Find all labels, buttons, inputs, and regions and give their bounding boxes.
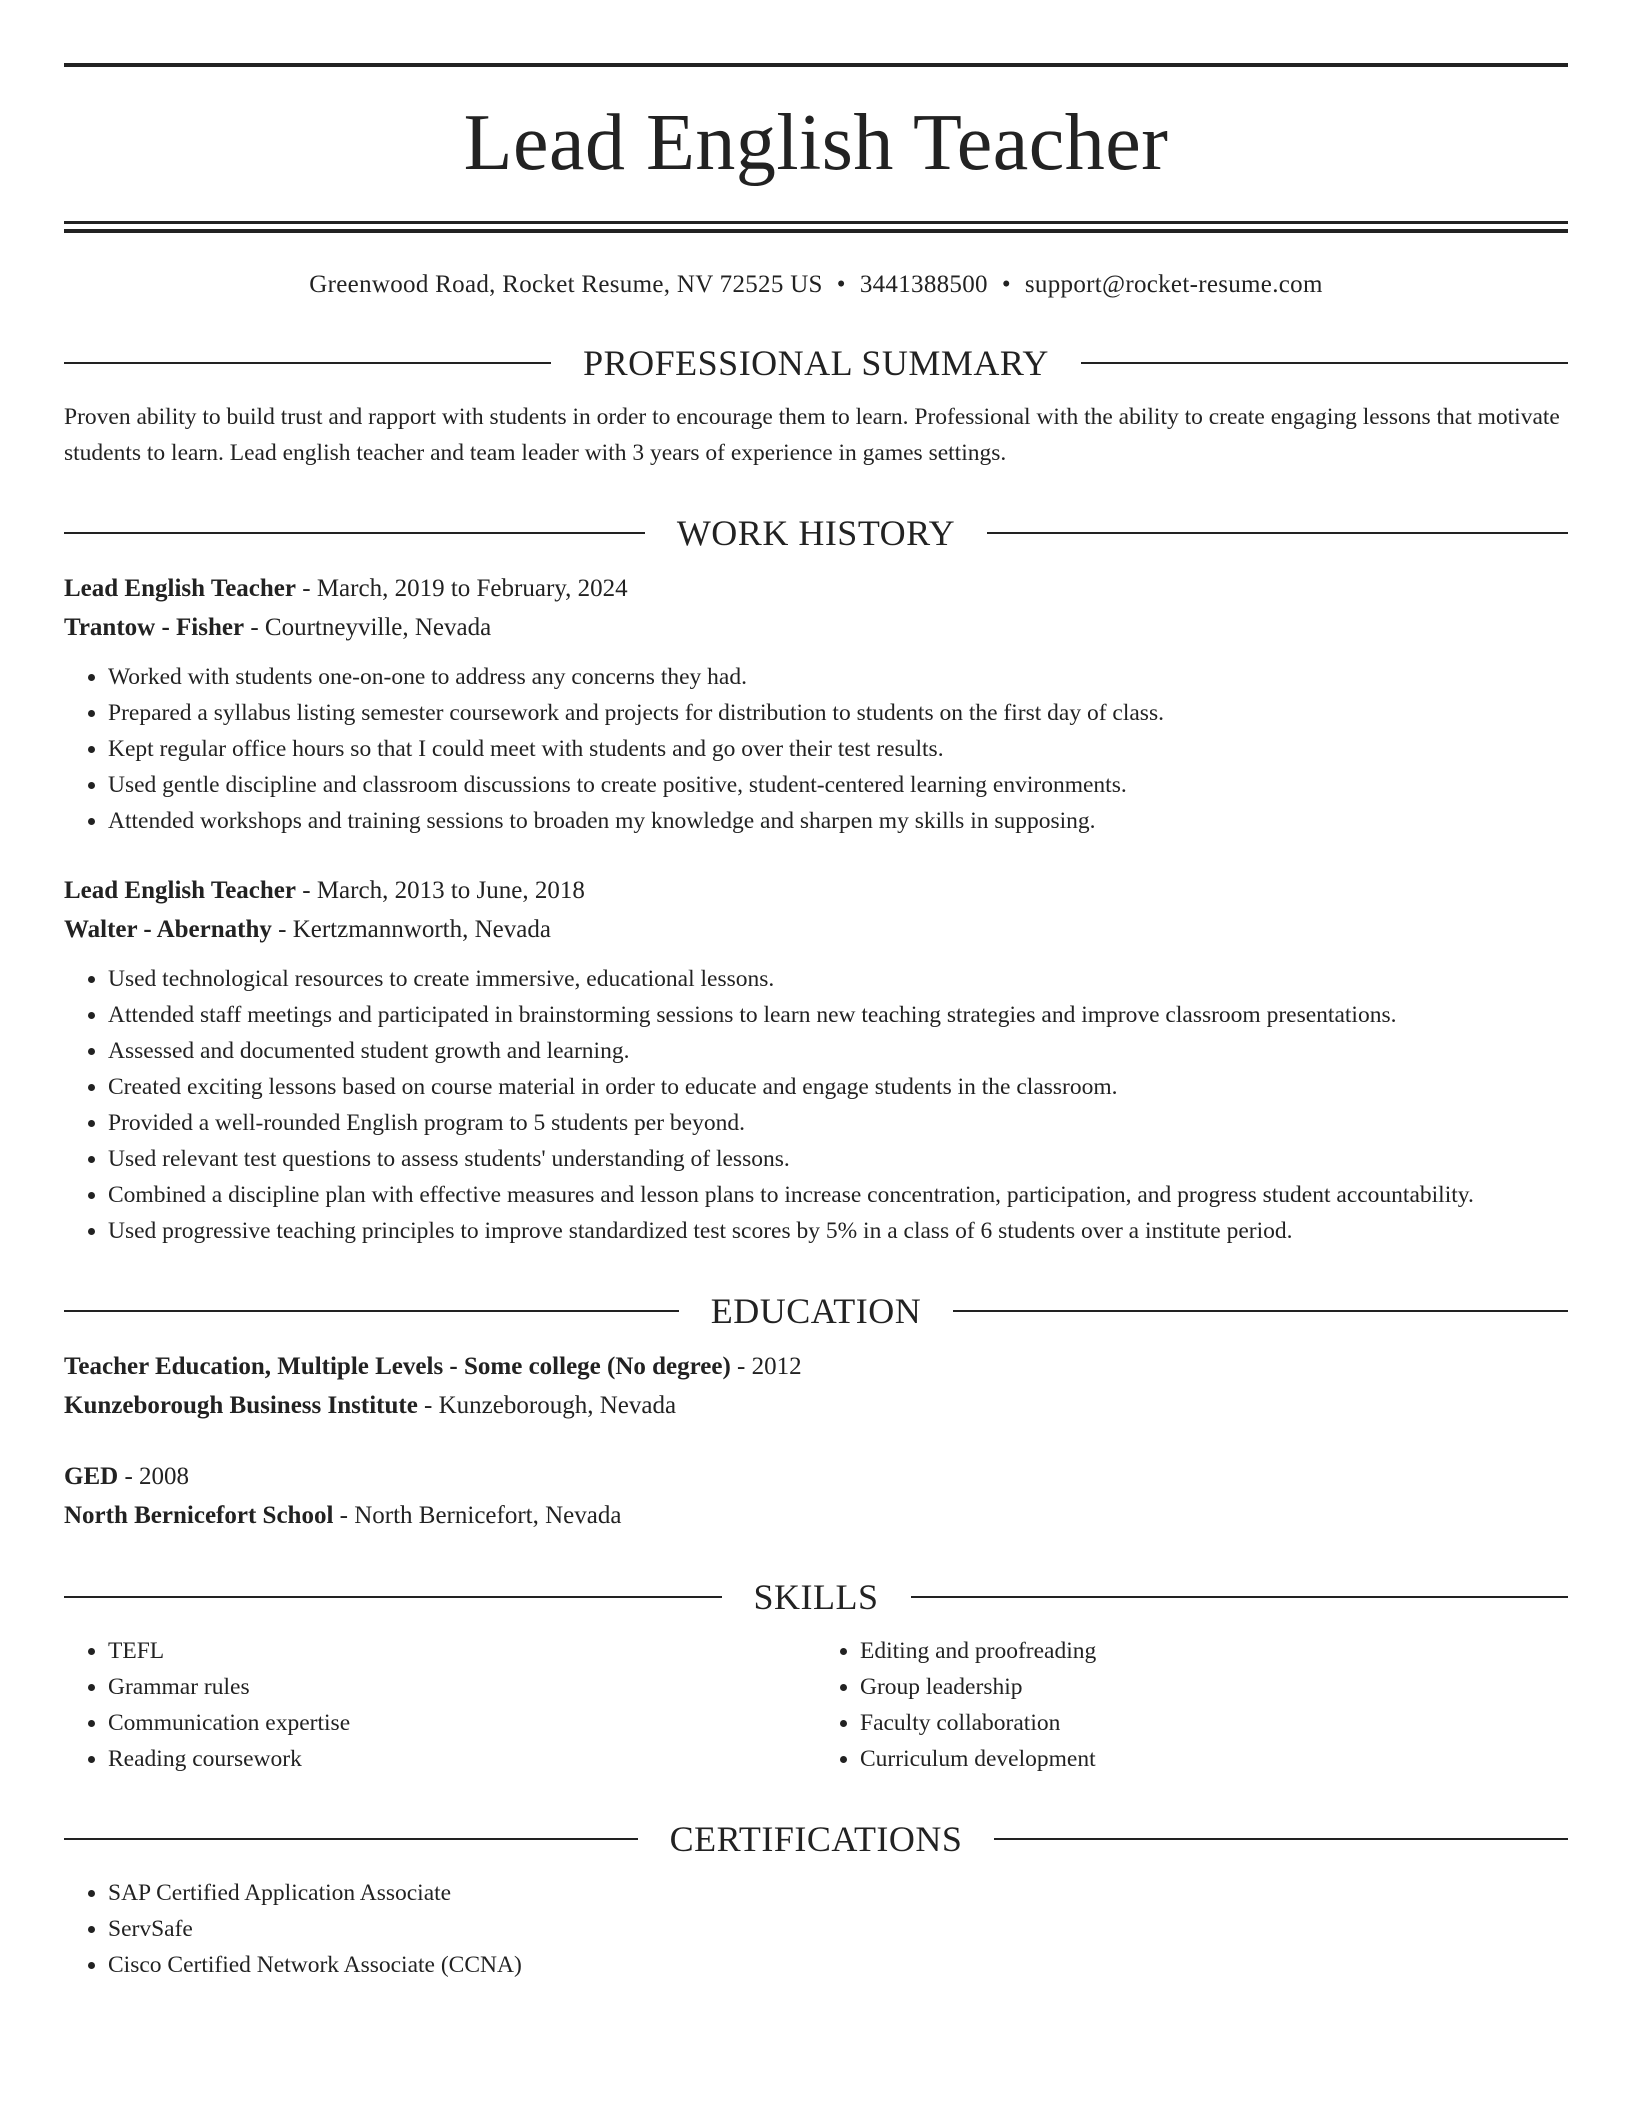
job-company: Trantow - Fisher (64, 614, 245, 641)
education-year: - 2008 (118, 1463, 190, 1490)
skill-item: • Editing and proofreading (860, 1633, 1568, 1669)
section-title-certifications: CERTIFICATIONS (669, 1819, 963, 1859)
skill-item: • Grammar rules (108, 1669, 816, 1705)
skill-item: • Reading coursework (108, 1741, 816, 1777)
education-degree-line (64, 1347, 1568, 1386)
name-double-rule (64, 221, 1568, 233)
list-item: • Prepared a syllabus listing semester coursework and projects for distribution to students on the first day of class. (108, 695, 1568, 731)
section-header-summary (64, 341, 1568, 385)
job-entry-2 (64, 871, 1568, 1249)
education-entry-2 (64, 1457, 1568, 1535)
section-rule-right (911, 1596, 1569, 1598)
skills-list-right (816, 1633, 1568, 1777)
job-bullets (64, 659, 1568, 839)
job-entry-1 (64, 569, 1568, 839)
job-title-line (64, 871, 1568, 910)
contact-email: support@rocket-resume.com (1024, 271, 1323, 298)
education-entry-1 (64, 1347, 1568, 1425)
list-item: • Created exciting lessons based on course material in order to educate and engage students in the classroom. (108, 1069, 1568, 1105)
section-rule-right (953, 1310, 1568, 1312)
contact-line (64, 269, 1568, 301)
education-school: Kunzeborough Business Institute (64, 1392, 418, 1419)
top-rule (64, 63, 1568, 67)
summary-text: Proven ability to build trust and rapport with students in order to encourage them to learn. Professional with the ability to create engaging lessons that motivate students to learn. Lead english teacher and team leader with 3 years of experience in games settings. (64, 404, 1560, 466)
section-rule-right (1081, 362, 1568, 364)
section-header-education (64, 1289, 1568, 1333)
section-header-work-history (64, 511, 1568, 555)
skill-item: • Group leadership (860, 1669, 1568, 1705)
section-title-education: EDUCATION (710, 1291, 922, 1331)
list-item: • Assessed and documented student growth and learning. (108, 1033, 1568, 1069)
certification-item: • Cisco Certified Network Associate (CCNA) (108, 1947, 1568, 1983)
education-degree: GED (64, 1463, 119, 1490)
list-item: • Kept regular office hours so that I could meet with students and go over their test results. (108, 731, 1568, 767)
skills-columns (64, 1633, 1568, 1777)
certifications-list (64, 1875, 1568, 1983)
list-item: • Provided a well-rounded English program to 5 students per beyond. (108, 1105, 1568, 1141)
section-title-summary: PROFESSIONAL SUMMARY (583, 343, 1049, 383)
job-dates: - March, 2019 to February, 2024 (296, 575, 628, 602)
section-header-skills (64, 1575, 1568, 1619)
list-item: • Worked with students one-on-one to address any concerns they had. (108, 659, 1568, 695)
job-dates: - March, 2013 to June, 2018 (296, 877, 585, 904)
job-company-line (64, 608, 1568, 647)
education-school: North Bernicefort School (64, 1502, 334, 1529)
list-item: • Used progressive teaching principles to improve standardized test scores by 5% in a class of 6 students over a institute period. (108, 1213, 1568, 1249)
list-item: • Used relevant test questions to assess students' understanding of lessons. (108, 1141, 1568, 1177)
job-bullets (64, 961, 1568, 1249)
skill-item: • Faculty collaboration (860, 1705, 1568, 1741)
job-company-line (64, 910, 1568, 949)
list-item: • Attended staff meetings and participated in brainstorming sessions to learn new teaching strategies and improve classroom presentations. (108, 997, 1568, 1033)
skill-item: • Curriculum development (860, 1741, 1568, 1777)
certifications-block (64, 1875, 1568, 1983)
list-item: • Used technological resources to create immersive, educational lessons. (108, 961, 1568, 997)
job-company: Walter - Abernathy (64, 916, 272, 943)
job-location: - Kertzmannworth, Nevada (271, 916, 551, 943)
section-rule-left (64, 362, 551, 364)
education-school-line (64, 1386, 1568, 1425)
resume-name: Lead English Teacher (463, 99, 1169, 187)
education-year: - 2012 (730, 1353, 802, 1380)
section-rule-right (987, 532, 1568, 534)
job-title: Lead English Teacher (64, 877, 296, 904)
contact-phone: 3441388500 (859, 271, 988, 298)
section-title-skills: SKILLS (753, 1577, 879, 1617)
job-title: Lead English Teacher (64, 575, 296, 602)
section-rule-left (64, 532, 645, 534)
section-title-work-history: WORK HISTORY (676, 513, 956, 553)
skill-item: • Communication expertise (108, 1705, 816, 1741)
contact-separator: • (1001, 271, 1011, 298)
education-degree: Teacher Education, Multiple Levels - Some college (No degree) (64, 1353, 731, 1380)
list-item: • Used gentle discipline and classroom discussions to create positive, student-centered learning environments. (108, 767, 1568, 803)
section-rule-left (64, 1596, 722, 1598)
section-rule-left (64, 1310, 679, 1312)
section-rule-left (64, 1838, 638, 1840)
certification-item: • SAP Certified Application Associate (108, 1875, 1568, 1911)
contact-address: Greenwood Road, Rocket Resume, NV 72525 US (309, 271, 823, 298)
list-item: • Attended workshops and training sessions to broaden my knowledge and sharpen my skills in supposing. (108, 803, 1568, 839)
section-rule-right (994, 1838, 1568, 1840)
education-degree-line (64, 1457, 1568, 1496)
contact-separator: • (836, 271, 846, 298)
job-title-line (64, 569, 1568, 608)
education-location: - North Bernicefort, Nevada (333, 1502, 622, 1529)
section-header-certifications (64, 1817, 1568, 1861)
skills-list-left (64, 1633, 816, 1777)
skill-item: • TEFL (108, 1633, 816, 1669)
education-school-line (64, 1496, 1568, 1535)
certification-item: • ServSafe (108, 1911, 1568, 1947)
list-item: • Combined a discipline plan with effective measures and lesson plans to increase concentration, participation, and progress student accountability. (108, 1177, 1568, 1213)
education-location: - Kunzeborough, Nevada (417, 1392, 677, 1419)
job-location: - Courtneyville, Nevada (244, 614, 492, 641)
